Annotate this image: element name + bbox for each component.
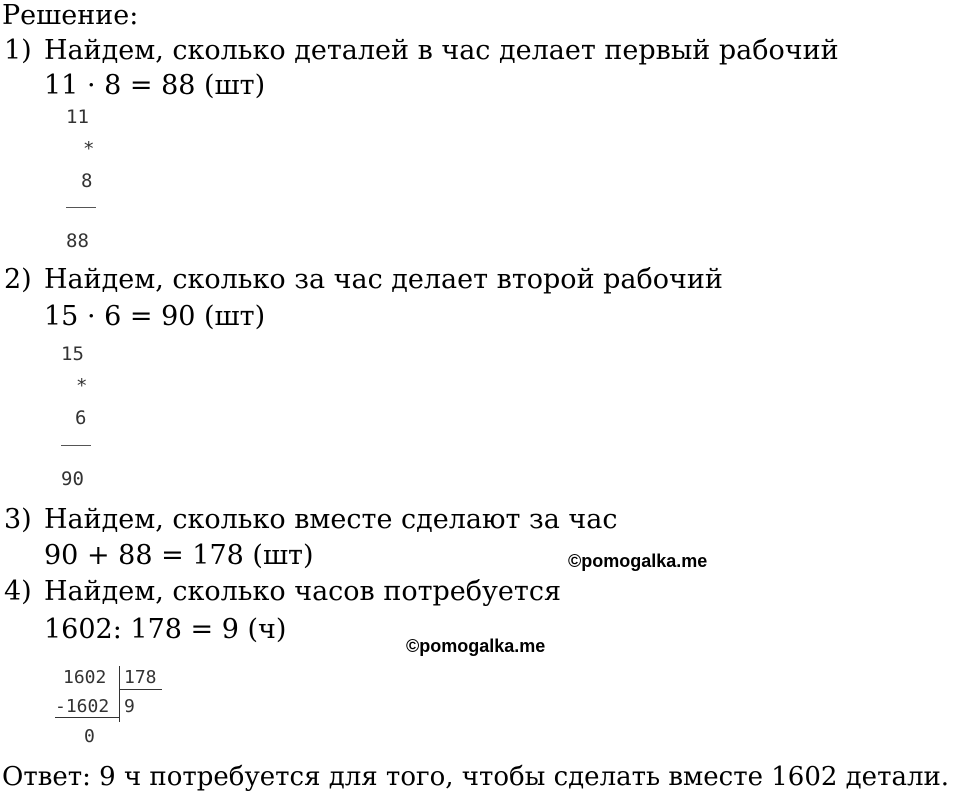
step-4-text: Найдем, сколько часов потребуется xyxy=(44,576,561,607)
step-3-text: Найдем, сколько вместе сделают за час xyxy=(44,504,618,535)
step-1-equation: 11 · 8 = 88 (шт) xyxy=(44,70,266,101)
step-2-number: 2) xyxy=(4,264,32,295)
step-1-column-result: 88 xyxy=(66,230,89,252)
division-remainder: 0 xyxy=(84,726,95,747)
step-2-column-bottom: 6 xyxy=(75,407,87,429)
watermark-2: ©pomogalka.me xyxy=(406,636,546,656)
watermark-1: ©pomogalka.me xyxy=(568,551,708,571)
step-1-column-bottom: 8 xyxy=(81,170,93,192)
step-1-column-top: 11 xyxy=(66,106,89,128)
solution-heading: Решение: xyxy=(2,0,139,31)
division-quotient: 9 xyxy=(124,696,135,717)
division-subtrahend: -1602 xyxy=(55,696,110,717)
step-2-text: Найдем, сколько за час делает второй рабочий xyxy=(44,264,723,295)
step-2-column-result: 90 xyxy=(61,468,84,490)
step-2-column-operator: * xyxy=(76,375,88,397)
step-3-number: 3) xyxy=(4,504,32,535)
step-1-text: Найдем, сколько деталей в час делает первый рабочий xyxy=(44,35,839,66)
division-divisor-line xyxy=(120,689,162,690)
answer-text: Ответ: 9 ч потребуется для того, чтобы сделать вместе 1602 детали. xyxy=(2,762,950,792)
step-2-equation: 15 · 6 = 90 (шт) xyxy=(44,301,266,332)
step-1-column-line xyxy=(66,207,96,208)
step-4-equation: 1602: 178 = 9 (ч) xyxy=(44,614,287,645)
step-3-equation: 90 + 88 = 178 (шт) xyxy=(44,540,314,571)
division-vertical-bar xyxy=(119,666,120,722)
division-dividend: 1602 xyxy=(63,667,107,688)
step-1-column-operator: * xyxy=(83,138,95,160)
division-subtrahend-line xyxy=(55,717,119,718)
step-2-column-top: 15 xyxy=(61,343,84,365)
step-2-column-line xyxy=(61,445,91,446)
step-1-number: 1) xyxy=(4,35,32,66)
division-divisor: 178 xyxy=(124,667,157,688)
step-4-number: 4) xyxy=(4,576,32,607)
